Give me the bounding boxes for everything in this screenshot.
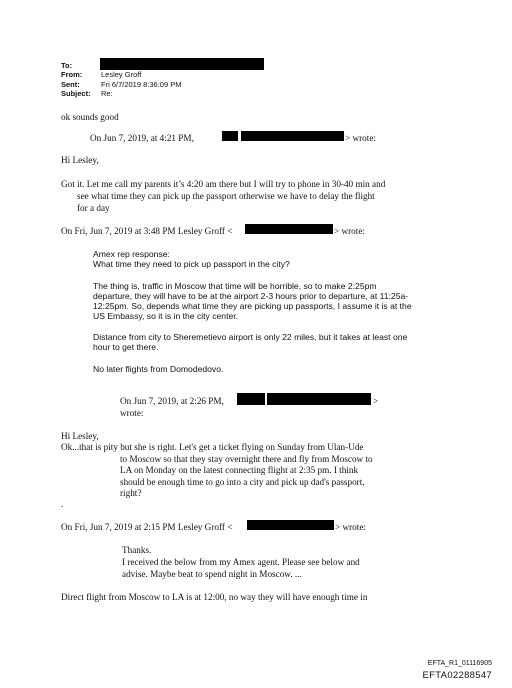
quote-attribution: On Jun 7, 2019, at 2:26 PM, bbox=[120, 396, 224, 406]
redacted-block bbox=[267, 393, 371, 405]
quote-attribution-suffix: > bbox=[373, 396, 379, 406]
message-line: Got it. Let me call my parents it’s 4:20 am there but I will try to phone in 30-40 min and bbox=[61, 179, 386, 189]
sent-value: Fri 6/7/2019 8:36:09 PM bbox=[101, 80, 182, 89]
message-line: to Moscow so that they stay overnight there and fly from Moscow to bbox=[120, 454, 373, 464]
redacted-block bbox=[100, 58, 264, 70]
greeting: Hi Lesley, bbox=[61, 155, 99, 165]
message-line: for a day bbox=[77, 203, 110, 213]
message-line: Ok...that is pity but she is right. Let's get a ticket flying on Sunday from Ulan-Ude bbox=[61, 442, 364, 452]
message-line: LA on Monday on the latest connecting flight at 2:35 pm. I think bbox=[120, 465, 359, 475]
reply-text: ok sounds good bbox=[61, 112, 119, 122]
quote-attribution-suffix: > wrote: bbox=[335, 522, 366, 532]
quoted-line: hour to get there. bbox=[93, 342, 159, 352]
from-value: Lesley Groff bbox=[101, 70, 142, 79]
message-line: should be enough time to go into a city and pick up dad's passport, bbox=[120, 477, 365, 487]
quoted-line: The thing is, traffic in Moscow that time will be horrible, so to make 2:25pm bbox=[93, 281, 377, 291]
quoted-line: No later flights from Domodedovo. bbox=[93, 364, 224, 374]
subject-value: Re: bbox=[101, 89, 113, 98]
quoted-line: Distance from city to Sheremetievo airport is only 22 miles, but it takes at least one bbox=[93, 332, 408, 342]
to-label: To: bbox=[61, 61, 73, 70]
quoted-line: Amex rep response: bbox=[93, 249, 170, 259]
greeting: Hi Lesley, bbox=[61, 431, 99, 441]
quoted-line: departure, they will have to be at the airport 2-3 hours prior to departure, at 11:25a- bbox=[93, 291, 409, 301]
quote-attribution-wrote: wrote: bbox=[120, 408, 144, 418]
quoted-line: Thanks. bbox=[122, 545, 152, 555]
footer-bates-large: EFTA02288547 bbox=[422, 670, 492, 681]
quoted-line: advise. Maybe beat to spend night in Moscow. ... bbox=[122, 569, 302, 579]
redacted-block bbox=[245, 224, 333, 234]
redacted-block bbox=[237, 393, 265, 405]
redacted-block bbox=[241, 131, 344, 141]
quote-attribution: On Fri, Jun 7, 2019 at 3:48 PM Lesley Groff < bbox=[61, 226, 233, 236]
quoted-line: I received the below from my Amex agent. Please see below and bbox=[122, 557, 360, 567]
quote-attribution: On Fri, Jun 7, 2019 at 2:15 PM Lesley Groff < bbox=[61, 522, 233, 532]
quote-attribution-suffix: > wrote: bbox=[334, 226, 365, 236]
redacted-block bbox=[222, 131, 238, 141]
redacted-block bbox=[247, 520, 334, 530]
stray-dot: . bbox=[61, 499, 64, 509]
quoted-line: US Embassy, so it is in the city center. bbox=[93, 311, 239, 321]
quoted-line: What time they need to pick up passport in the city? bbox=[93, 259, 290, 269]
quoted-line: 12:25pm. So, depends what time they are picking up passports, I assume it is at the bbox=[93, 301, 412, 311]
subject-label: Subject: bbox=[61, 89, 91, 98]
message-line: see what time they can pick up the passport otherwise we have to delay the flight bbox=[77, 191, 375, 201]
sent-label: Sent: bbox=[61, 80, 80, 89]
footer-bates-small: EFTA_R1_01116905 bbox=[427, 660, 492, 667]
quote-attribution: On Jun 7, 2019, at 4:21 PM, bbox=[90, 133, 194, 143]
message-line: right? bbox=[120, 488, 142, 498]
from-label: From: bbox=[61, 70, 83, 79]
message-line: Direct flight from Moscow to LA is at 12:00, no way they will have enough time in bbox=[61, 592, 368, 602]
quote-attribution-suffix: > wrote: bbox=[345, 133, 376, 143]
